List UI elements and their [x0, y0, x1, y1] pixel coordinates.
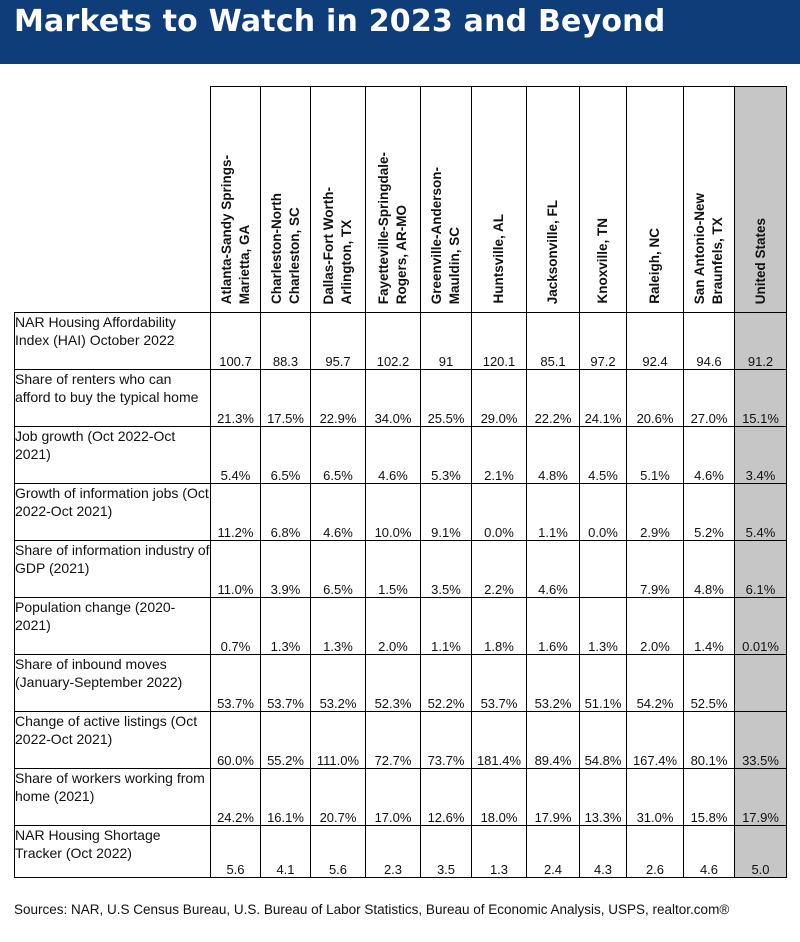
table-cell: 4.8%	[527, 427, 580, 484]
table-cell: 24.2%	[211, 769, 261, 826]
table-cell: 5.6	[311, 826, 366, 878]
table-cell: 27.0%	[684, 370, 735, 427]
table-cell: 3.5	[421, 826, 472, 878]
header-row	[15, 87, 787, 313]
table-cell: 5.3%	[421, 427, 472, 484]
table-cell: 97.2	[580, 313, 627, 370]
col-header-atlanta: Atlanta-Sandy Springs- Marietta, GA	[211, 87, 261, 313]
table-cell: 88.3	[261, 313, 311, 370]
table-cell: 91	[421, 313, 472, 370]
table-cell: 11.0%	[211, 541, 261, 598]
table-cell: 17.9%	[527, 769, 580, 826]
table-cell: 13.3%	[580, 769, 627, 826]
table-cell: 24.1%	[580, 370, 627, 427]
table-cell: 2.4	[527, 826, 580, 878]
table-cell: 0.0%	[580, 484, 627, 541]
table-cell: 95.7	[311, 313, 366, 370]
table-cell: 12.6%	[421, 769, 472, 826]
table-cell: 53.2%	[527, 655, 580, 712]
col-header-knoxville: Knoxville, TN	[580, 87, 627, 313]
table-cell: 1.3%	[261, 598, 311, 655]
table-cell-us	[735, 655, 787, 712]
table-cell: 20.6%	[627, 370, 684, 427]
table-cell: 1.8%	[472, 598, 527, 655]
row-label: Share of inbound moves (January-September 2022)	[15, 655, 211, 712]
table-row	[15, 370, 787, 427]
table-cell-us: 33.5%	[735, 712, 787, 769]
table-cell: 2.9%	[627, 484, 684, 541]
table-cell: 21.3%	[211, 370, 261, 427]
table-row	[15, 313, 787, 370]
row-label: NAR Housing Affordability Index (HAI) October 2022	[15, 313, 211, 370]
table-cell: 54.8%	[580, 712, 627, 769]
table-cell: 55.2%	[261, 712, 311, 769]
table-cell: 53.7%	[472, 655, 527, 712]
table-cell-us: 91.2	[735, 313, 787, 370]
table-cell: 2.1%	[472, 427, 527, 484]
row-label: Growth of information jobs (Oct 2022-Oct 2021)	[15, 484, 211, 541]
table-cell: 2.3	[366, 826, 421, 878]
table-cell: 2.6	[627, 826, 684, 878]
table-cell: 54.2%	[627, 655, 684, 712]
table-cell-us: 0.01%	[735, 598, 787, 655]
markets-table	[14, 86, 787, 878]
table-cell: 11.2%	[211, 484, 261, 541]
table-cell: 31.0%	[627, 769, 684, 826]
table-cell: 120.1	[472, 313, 527, 370]
table-cell: 16.1%	[261, 769, 311, 826]
table-cell: 22.2%	[527, 370, 580, 427]
table-cell: 53.2%	[311, 655, 366, 712]
table-cell-us: 5.0	[735, 826, 787, 878]
table-cell: 4.8%	[684, 541, 735, 598]
table-cell: 1.6%	[527, 598, 580, 655]
table-cell: 9.1%	[421, 484, 472, 541]
table-cell: 6.5%	[261, 427, 311, 484]
table-cell: 18.0%	[472, 769, 527, 826]
table-cell: 111.0%	[311, 712, 366, 769]
page-title: Markets to Watch in 2023 and Beyond	[14, 4, 666, 39]
table-cell: 1.3%	[580, 598, 627, 655]
table-cell-us: 3.4%	[735, 427, 787, 484]
table-cell: 1.3	[472, 826, 527, 878]
table-cell-us: 6.1%	[735, 541, 787, 598]
table-cell: 52.3%	[366, 655, 421, 712]
table-cell	[580, 541, 627, 598]
col-header-charleston: Charleston-North Charleston, SC	[261, 87, 311, 313]
col-header-greenville: Greenville-Anderson- Mauldin, SC	[421, 87, 472, 313]
table-cell: 7.9%	[627, 541, 684, 598]
table-cell: 102.2	[366, 313, 421, 370]
table-cell: 53.7%	[211, 655, 261, 712]
table-cell: 1.1%	[421, 598, 472, 655]
table-cell: 4.6%	[684, 427, 735, 484]
col-header-fayetteville: Fayetteville-Springdale- Rogers, AR-MO	[366, 87, 421, 313]
table-cell-us: 17.9%	[735, 769, 787, 826]
col-header-raleigh: Raleigh, NC	[627, 87, 684, 313]
col-header-san-antonio: San Antonio-New Braunfels, TX	[684, 87, 735, 313]
table-cell: 6.5%	[311, 541, 366, 598]
table-row	[15, 484, 787, 541]
table-cell: 85.1	[527, 313, 580, 370]
row-label: Population change (2020-2021)	[15, 598, 211, 655]
table-cell: 0.0%	[472, 484, 527, 541]
table-cell: 2.0%	[627, 598, 684, 655]
table-cell: 2.0%	[366, 598, 421, 655]
table-cell: 5.4%	[211, 427, 261, 484]
table-cell: 80.1%	[684, 712, 735, 769]
table-cell: 4.3	[580, 826, 627, 878]
table-cell: 10.0%	[366, 484, 421, 541]
table-row	[15, 598, 787, 655]
table-cell: 1.3%	[311, 598, 366, 655]
table-row	[15, 712, 787, 769]
table-cell: 1.1%	[527, 484, 580, 541]
table-cell: 181.4%	[472, 712, 527, 769]
table-cell: 89.4%	[527, 712, 580, 769]
row-label: Share of renters who can afford to buy the typical home	[15, 370, 211, 427]
table-cell: 92.4	[627, 313, 684, 370]
table-cell: 52.2%	[421, 655, 472, 712]
table-cell: 51.1%	[580, 655, 627, 712]
table-cell: 5.1%	[627, 427, 684, 484]
table-cell: 167.4%	[627, 712, 684, 769]
table-cell: 60.0%	[211, 712, 261, 769]
table-row	[15, 655, 787, 712]
table-cell: 17.0%	[366, 769, 421, 826]
table-cell: 5.2%	[684, 484, 735, 541]
row-label: Share of information industry of GDP (2021)	[15, 541, 211, 598]
table-cell: 4.5%	[580, 427, 627, 484]
row-label: Change of active listings (Oct 2022-Oct 2021)	[15, 712, 211, 769]
table-cell: 34.0%	[366, 370, 421, 427]
corner-cell	[15, 87, 211, 313]
table-row	[15, 769, 787, 826]
table-cell: 100.7	[211, 313, 261, 370]
table-row	[15, 826, 787, 878]
title-banner	[0, 0, 800, 64]
table-cell-us: 5.4%	[735, 484, 787, 541]
col-header-united-states: United States	[735, 87, 787, 313]
table-cell: 5.6	[211, 826, 261, 878]
table-cell: 94.6	[684, 313, 735, 370]
row-label: NAR Housing Shortage Tracker (Oct 2022)	[15, 826, 211, 878]
table-cell: 6.8%	[261, 484, 311, 541]
table-cell: 25.5%	[421, 370, 472, 427]
table-row	[15, 541, 787, 598]
table-cell: 4.6%	[366, 427, 421, 484]
table-cell: 2.2%	[472, 541, 527, 598]
table-cell: 53.7%	[261, 655, 311, 712]
table-cell: 29.0%	[472, 370, 527, 427]
table-cell: 3.9%	[261, 541, 311, 598]
table-cell: 4.6%	[527, 541, 580, 598]
table-cell: 3.5%	[421, 541, 472, 598]
table-cell: 6.5%	[311, 427, 366, 484]
table-cell: 15.8%	[684, 769, 735, 826]
table-cell: 4.1	[261, 826, 311, 878]
col-header-jacksonville: Jacksonville, FL	[527, 87, 580, 313]
row-label: Share of workers working from home (2021)	[15, 769, 211, 826]
table-cell: 17.5%	[261, 370, 311, 427]
table-cell: 72.7%	[366, 712, 421, 769]
table-cell: 1.4%	[684, 598, 735, 655]
col-header-dallas: Dallas-Fort Worth- Arlington, TX	[311, 87, 366, 313]
table-cell: 20.7%	[311, 769, 366, 826]
table-cell: 73.7%	[421, 712, 472, 769]
table-cell: 4.6	[684, 826, 735, 878]
table-cell: 22.9%	[311, 370, 366, 427]
table-cell: 52.5%	[684, 655, 735, 712]
sources-footnote: Sources: NAR, U.S Census Bureau, U.S. Bureau of Labor Statistics, Bureau of Economic Analysis, USPS, realtor.com®	[14, 902, 730, 917]
table-cell-us: 15.1%	[735, 370, 787, 427]
row-label: Job growth (Oct 2022-Oct 2021)	[15, 427, 211, 484]
table-row	[15, 427, 787, 484]
table-cell: 0.7%	[211, 598, 261, 655]
col-header-huntsville: Huntsville, AL	[472, 87, 527, 313]
table-cell: 4.6%	[311, 484, 366, 541]
table-cell: 1.5%	[366, 541, 421, 598]
